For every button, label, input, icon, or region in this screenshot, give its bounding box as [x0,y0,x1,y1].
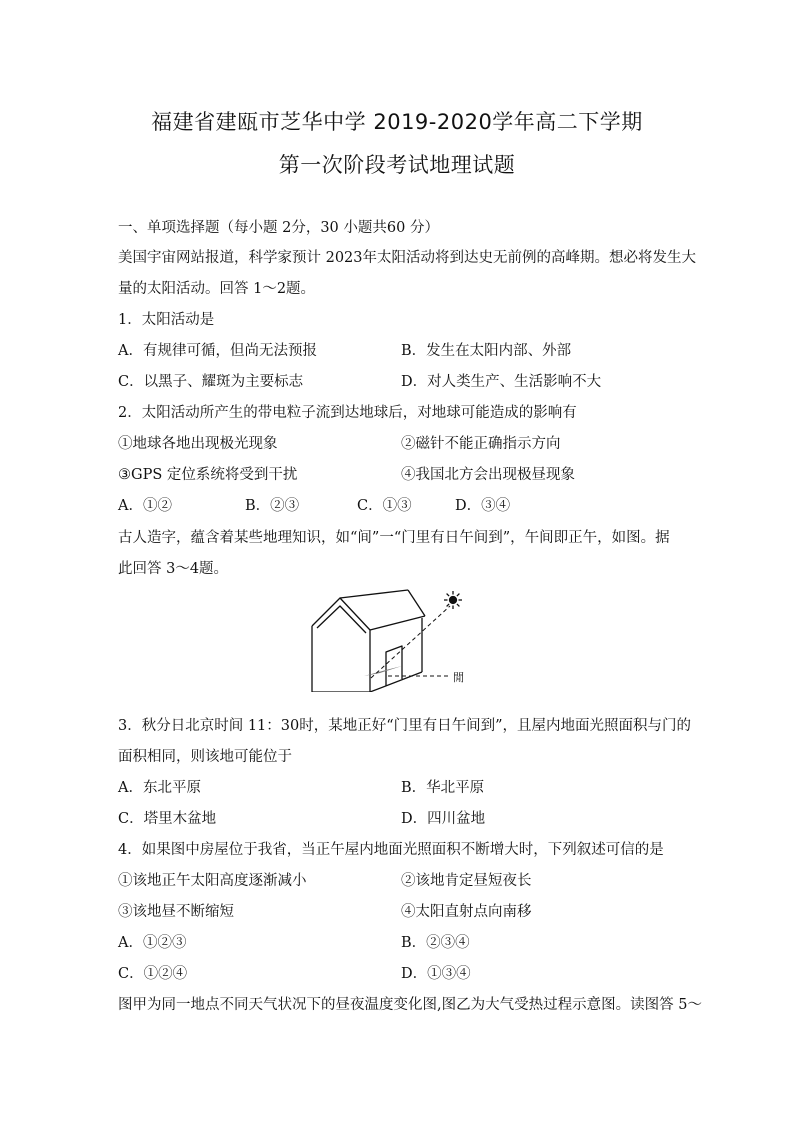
q3-option-d: D．四川盆地 [401,811,486,827]
q2-item-2: ②磁针不能正确指示方向 [401,436,561,452]
house-gable-front [312,598,370,692]
intro2-line1: 古人造字，蕴含着某些地理知识，如“间”一“门里有日午间到”，午间即正午，如图。据 [118,530,670,546]
q3-option-b: B．华北平原 [401,780,485,796]
sun-icon [444,591,462,609]
intro2-line2: 此回答 3～4题。 [118,561,229,577]
page-title-line1: 福建省建瓯市芝华中学 2019-2020学年高二下学期 [151,110,643,134]
house-roof-end [408,590,425,616]
q2-stem: 2．太阳活动所产生的带电粒子流到达地球后，对地球可能造成的影响有 [118,405,577,421]
intro3-line1: 图甲为同一地点不同天气状况下的昼夜温度变化图,图乙为大气受热过程示意图。读图答 5～ [118,997,702,1013]
q1-option-c: C．以黑子、耀斑为主要标志 [118,374,304,390]
sun-ray-dashed [371,606,450,678]
house-gable-inner [317,606,366,633]
house-base [370,672,422,692]
intro1-line1: 美国宇宙网站报道，科学家预计 2023年太阳活动将到达史无前例的高峰期。想必将发生大 [118,250,697,266]
q2-option-c: C．①③ [357,498,412,514]
q4-item-4: ④太阳直射点向南移 [401,904,532,920]
q2-option-d: D．③④ [455,498,511,514]
intro1-line2: 量的太阳活动。回答 1～2题。 [118,281,316,297]
q2-item-3: ③GPS 定位系统将受到干扰 [118,467,298,483]
q3-option-a: A．东北平原 [118,780,201,796]
q3-stem-line1: 3．秋分日北京时间 11：30时，某地正好“门里有日午间到”，且屋内地面光照面积与门的 [118,718,692,734]
section-header: 一、单项选择题（每小题 2分，30 小题共60 分） [118,220,439,236]
q4-option-c: C．①②④ [118,966,188,982]
q2-item-4: ④我国北方会出现极昼现象 [401,467,575,483]
house-sunlight-figure [300,586,482,692]
house-roof-eave [370,616,425,630]
q2-item-1: ①地球各地出现极光现象 [118,436,278,452]
q1-stem: 1．太阳活动是 [118,312,215,328]
q4-item-2: ②该地肯定昼短夜长 [401,873,532,889]
q3-option-c: C．塔里木盆地 [118,811,217,827]
q4-stem: 4．如果图中房屋位于我省，当正午屋内地面光照面积不断增大时，下列叙述可信的是 [118,842,664,858]
q2-option-b: B．②③ [245,498,300,514]
page-title-line2: 第一次阶段考试地理试题 [278,153,516,177]
q1-option-b: B．发生在太阳内部、外部 [401,343,572,359]
q4-option-d: D．①③④ [401,966,471,982]
figure-character-label: 閒 [453,671,464,684]
q4-item-3: ③该地昼不断缩短 [118,904,234,920]
q1-option-d: D．对人类生产、生活影响不大 [401,374,602,390]
q3-stem-line2: 面积相同，则该地可能位于 [118,749,292,765]
q4-option-b: B．②③④ [401,935,470,951]
q2-option-a: A．①② [118,498,172,514]
q4-option-a: A．①②③ [118,935,187,951]
house-roof-ridge [340,590,408,598]
q1-option-a: A．有规律可循，但尚无法预报 [118,343,317,359]
q4-item-1: ①该地正午太阳高度逐渐减小 [118,873,307,889]
